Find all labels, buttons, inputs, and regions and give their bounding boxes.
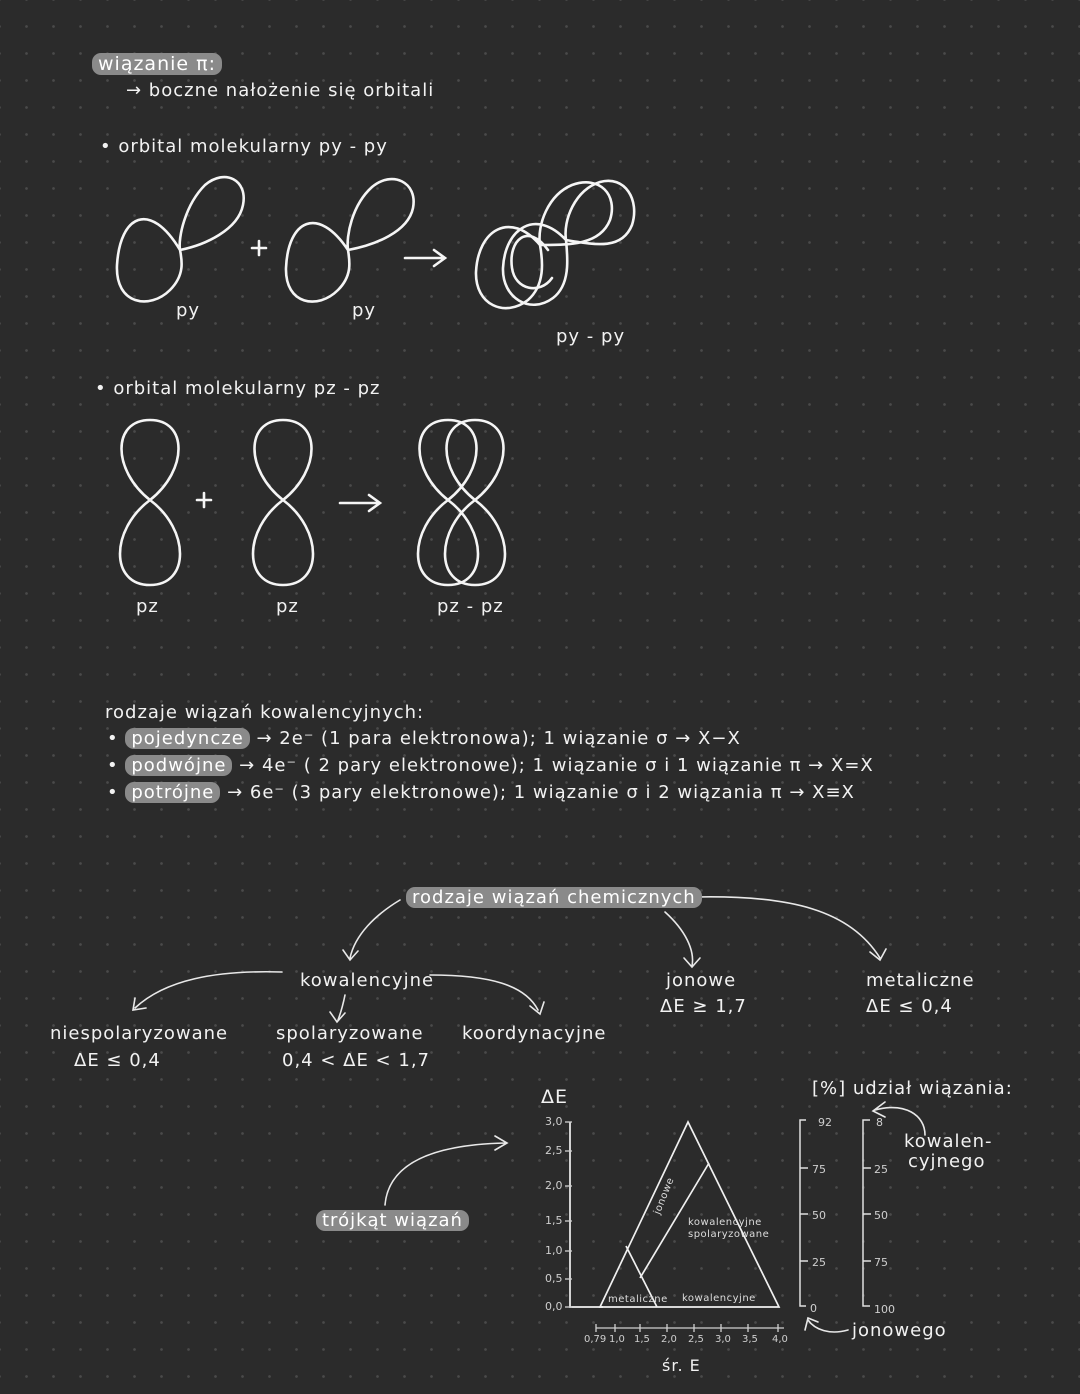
covalent-name-single: pojedyncze: [125, 728, 249, 749]
region-spolaryzowane-1: kowalencyjne: [688, 1217, 762, 1228]
y-tick: 0,0: [545, 1300, 563, 1313]
region-jonowe: jonowe: [652, 1176, 677, 1217]
py-py-orbital: [476, 181, 634, 308]
pi-bond-subtitle: → boczne nałożenie się orbitali: [126, 80, 435, 101]
y-tick: 2,5: [545, 1144, 563, 1157]
x-tick: 3,0: [715, 1334, 731, 1345]
triangle-y-title: ΔE: [541, 1086, 569, 1108]
region-metaliczne: metaliczne: [608, 1294, 668, 1305]
triangle-label: trójkąt wiązań: [316, 1210, 469, 1231]
pz-heading: • orbital molekularny pz - pz: [95, 378, 381, 399]
pz-label-result: pz - pz: [437, 596, 504, 617]
pz-orbital-1: [120, 420, 180, 585]
y-tick: 3,0: [545, 1115, 563, 1128]
y-tick: 0,5: [545, 1272, 563, 1285]
share-right-tick: 50: [874, 1209, 888, 1222]
pz-label-1: pz: [136, 596, 159, 617]
triangle-y-ticks: [565, 1122, 572, 1307]
covalent-row-triple: • potrójne → 6e⁻ (3 pary elektronowe); 1 wiązanie σ i 2 wiązania π → X≡X: [107, 782, 855, 803]
share-right-tick: 25: [874, 1163, 888, 1176]
x-tick: 2,5: [688, 1334, 704, 1345]
x-tick: 1,5: [634, 1334, 650, 1345]
node-jonowe: jonowe: [666, 970, 737, 991]
y-tick: 2,0: [545, 1179, 563, 1192]
node-metaliczne-condition: ΔE ≤ 0,4: [866, 996, 953, 1017]
covalent-row-single: • pojedyncze → 2e⁻ (1 para elektronowa); 1 wiązanie σ → X−X: [107, 728, 741, 749]
share-left-tick: 92: [818, 1116, 832, 1129]
share-jonowego: jonowego: [852, 1320, 947, 1341]
node-kowalencyjne: kowalencyjne: [300, 970, 435, 991]
share-left-tick: 75: [812, 1163, 826, 1176]
share-right-tick: 75: [874, 1256, 888, 1269]
covalent-heading: rodzaje wiązań kowalencyjnych:: [105, 702, 425, 723]
share-right-tick: 100: [874, 1303, 895, 1316]
region-kowalencyjne: kowalencyjne: [682, 1293, 756, 1304]
tree-arrows: [133, 897, 925, 1332]
py-plus: [252, 241, 266, 255]
share-title: [%] udział wiązania:: [812, 1078, 1013, 1099]
py-arrow: [405, 250, 445, 266]
pz-plus: [197, 493, 211, 507]
x-tick: 4,0: [772, 1334, 788, 1345]
node-spolaryzowane: spolaryzowane: [276, 1023, 424, 1044]
share-kowalencyjnego-2: cyjnego: [908, 1151, 986, 1172]
covalent-name-triple: potrójne: [125, 782, 220, 803]
share-scales: [800, 1120, 871, 1306]
node-niespolaryzowane: niespolaryzowane: [50, 1023, 229, 1044]
region-spolaryzowane-2: spolaryzowane: [688, 1229, 770, 1240]
node-metaliczne: metaliczne: [866, 970, 975, 991]
x-tick: 0,79: [584, 1334, 607, 1345]
share-kowalencyjnego-1: kowalen-: [904, 1131, 993, 1152]
x-tick: 1,0: [609, 1334, 625, 1345]
py-label-1: py: [176, 300, 201, 321]
covalent-name-double: podwójne: [125, 755, 232, 776]
node-koordynacyjne: koordynacyjne: [462, 1023, 607, 1044]
pz-arrow: [340, 495, 380, 511]
node-spolaryzowane-condition: 0,4 < ΔE < 1,7: [282, 1050, 430, 1071]
bonds-tree-root: rodzaje wiązań chemicznych: [406, 887, 702, 908]
py-label-2: py: [352, 300, 377, 321]
bond-triangle: [570, 1122, 779, 1307]
y-tick: 1,0: [545, 1244, 563, 1257]
triangle-x-title: śr. E: [662, 1356, 701, 1375]
share-left-tick: 0: [810, 1302, 817, 1315]
node-niespolaryzowane-condition: ΔE ≤ 0,4: [74, 1050, 161, 1071]
covalent-row-double: • podwójne → 4e⁻ ( 2 pary elektronowe); 1 wiązanie σ i 1 wiązanie π → X=X: [107, 755, 874, 776]
x-tick: 3,5: [742, 1334, 758, 1345]
py-orbital-1: [117, 177, 244, 301]
share-right-tick: 8: [876, 1116, 883, 1129]
share-left-tick: 50: [812, 1209, 826, 1222]
py-orbital-2: [286, 179, 414, 301]
py-heading: • orbital molekularny py - py: [100, 136, 388, 157]
triangle-x-axis: [596, 1324, 784, 1332]
x-tick: 2,0: [661, 1334, 677, 1345]
pz-pz-orbital: [418, 420, 505, 585]
y-tick: 1,5: [545, 1214, 563, 1227]
py-label-result: py - py: [556, 326, 626, 347]
share-left-tick: 25: [812, 1256, 826, 1269]
pz-orbital-2: [253, 420, 313, 585]
pz-label-2: pz: [276, 596, 299, 617]
pi-bond-title: wiązanie π:: [92, 53, 222, 75]
node-jonowe-condition: ΔE ≥ 1,7: [660, 996, 747, 1017]
